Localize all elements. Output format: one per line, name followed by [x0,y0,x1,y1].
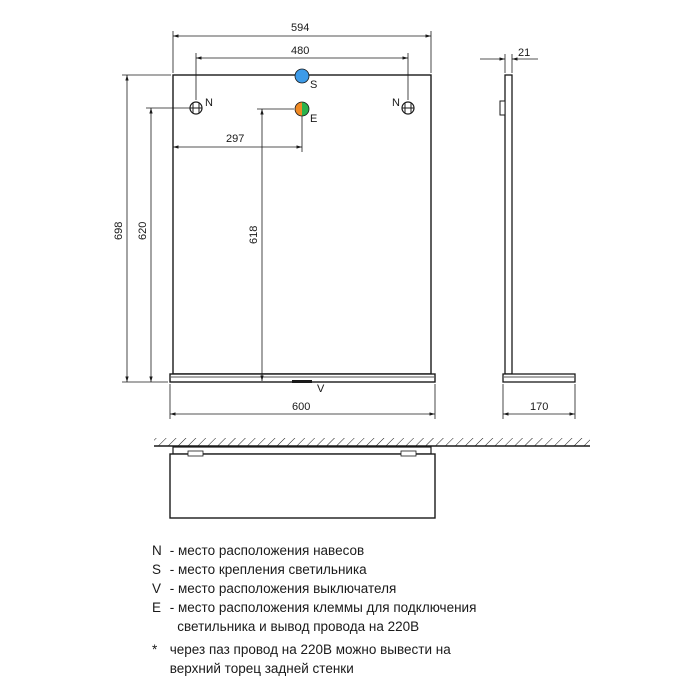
legend-key: N [152,543,162,558]
dim-170: 170 [530,401,549,413]
s-marker-icon [295,69,309,83]
side-shelf [503,374,575,382]
top-hanger-right [401,451,416,456]
legend [152,541,582,678]
legend-row-v [152,579,582,598]
side-bracket [500,101,505,115]
legend-text: - место расположения клеммы для подключения светильника и вывод провода на 220В [169,600,477,634]
dim-620: 620 [137,221,149,240]
side-view [500,75,575,382]
dim-480: 480 [291,45,310,57]
footnote-symbol: * [152,642,158,657]
side-panel [505,75,512,374]
legend-text: - место крепления светильника [166,562,367,577]
top-view [154,438,590,518]
legend-text: - место расположения навесов [166,543,365,558]
dim-618: 618 [248,225,260,244]
top-hanger-left [188,451,203,456]
legend-text: - место расположения выключателя [166,581,397,596]
dim-21: 21 [518,47,531,59]
legend-key: E [152,600,162,615]
legend-row-s [152,560,582,579]
dim-600: 600 [292,401,311,413]
footnote [152,640,582,678]
front-view [170,69,435,395]
top-back-panel [173,447,431,454]
wall-hatch [154,438,590,446]
top-shelf [170,454,435,518]
legend-key: S [152,562,162,577]
legend-row-e [152,598,582,636]
s-label: S [310,79,318,91]
legend-row-n [152,541,582,560]
legend-key: V [152,581,162,596]
e-label: E [310,113,318,125]
n-left-label: N [205,97,213,109]
hanger-right-icon [402,102,414,114]
switch-slot [292,380,312,383]
dim-594: 594 [291,22,310,34]
dim-698: 698 [113,221,125,240]
hanger-left-icon [190,102,202,114]
footnote-text: через паз провод на 220В можно вывести на верхний торец задней стенки [169,642,451,676]
side-dimensions [480,54,575,419]
n-right-label: N [392,97,400,109]
e-marker-icon [295,102,309,116]
dim-297: 297 [226,133,245,145]
v-label: V [317,383,325,395]
